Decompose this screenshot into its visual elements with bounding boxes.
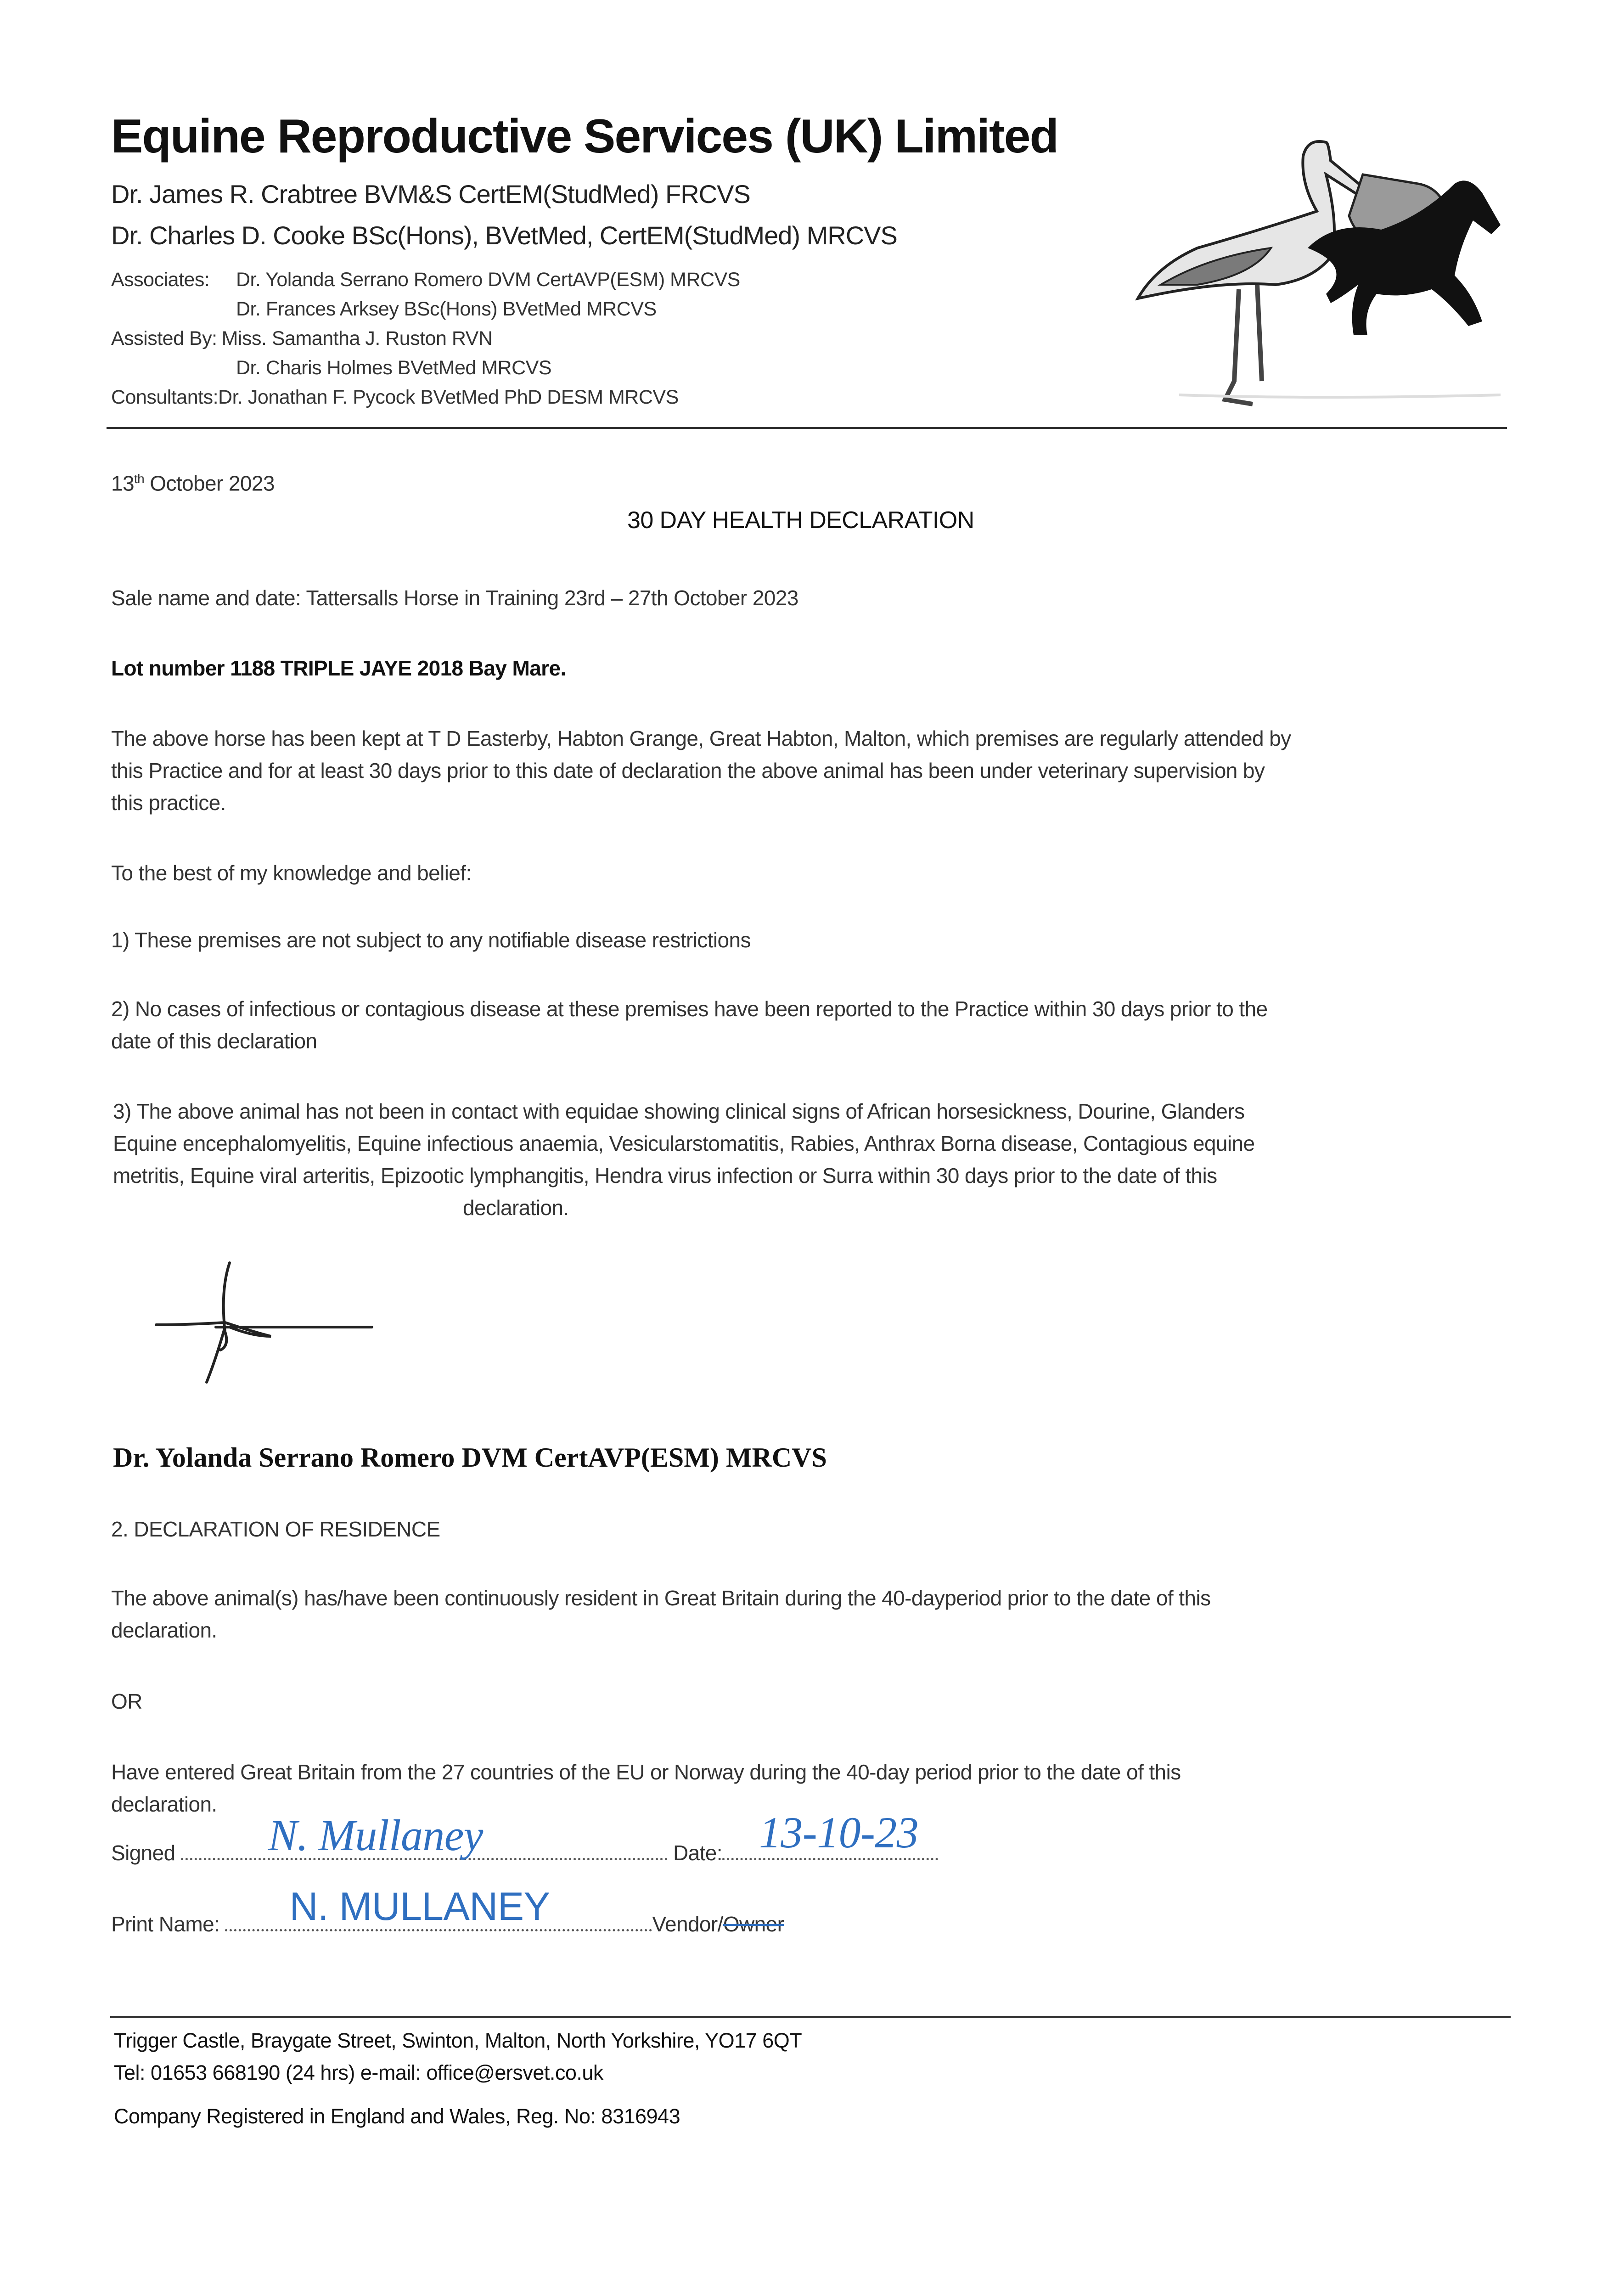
staff-name: Dr. Yolanda Serrano Romero DVM CertAVP(ESM) MRCVS (236, 269, 740, 291)
staff-name: Dr. Jonathan F. Pycock BVetMed PhD DESM MRCVS (218, 386, 679, 408)
staff-line (111, 327, 492, 350)
signed-label: Signed (111, 1841, 175, 1865)
footer-divider (110, 2016, 1511, 2018)
text-line: this Practice and for at least 30 days prior to this date of declaration the above animal has been under veterinary supervision by (111, 759, 1265, 782)
print-name-row (111, 1885, 784, 1949)
vet-signature-icon (152, 1258, 381, 1387)
text-line: Equine encephalomyelitis, Equine infectious anaemia, Vesicularstomatitis, Rabies, Anthrax Borna disease, Contagious equine (113, 1131, 1255, 1155)
date-month-year: October 2023 (144, 471, 275, 495)
text-line: 3) The above animal has not been in contact with equidae showing clinical signs of African horsesickness, Dourine, Glanders (113, 1099, 1245, 1123)
declaration-date (111, 463, 275, 499)
footer-address: Trigger Castle, Braygate Street, Swinton, Malton, North Yorkshire, YO17 6QT (114, 2029, 802, 2052)
residence-paragraph-1 (111, 1582, 1210, 1646)
date-field[interactable] (722, 1808, 938, 1860)
staff-line (111, 298, 657, 321)
text-line: metritis, Equine viral arteritis, Epizootic lymphangitis, Hendra virus infection or Surra within 30 days prior to the date of this (113, 1164, 1217, 1187)
text-line: declaration. (463, 1196, 569, 1220)
date-label: Date: (673, 1841, 722, 1865)
text-line: declaration. (111, 1618, 217, 1642)
print-name-field[interactable] (225, 1885, 652, 1931)
residence-or: OR (111, 1689, 142, 1713)
text-line: Have entered Great Britain from the 27 countries of the EU or Norway during the 40-day period prior to the date of this (111, 1760, 1181, 1784)
print-name-value: N. MULLANEY (289, 1885, 550, 1929)
date-day: 13 (111, 471, 134, 495)
text-line: date of this declaration (111, 1029, 317, 1053)
company-name: Equine Reproductive Services (UK) Limited (111, 110, 1058, 163)
footer-registration: Company Registered in England and Wales, Reg. No: 8316943 (114, 2105, 680, 2128)
text-line: declaration. (111, 1792, 217, 1816)
declaration-item-3 (113, 1095, 1254, 1224)
partner-2: Dr. Charles D. Cooke BSc(Hons), BVetMed, CertEM(StudMed) MRCVS (111, 221, 897, 250)
vet-name: Dr. Yolanda Serrano Romero DVM CertAVP(ESM) MRCVS (113, 1442, 827, 1473)
staff-label: Consultants: (111, 386, 219, 408)
role-prefix: Vendor/ (652, 1912, 723, 1936)
header-divider (107, 427, 1507, 429)
lot-details: Lot number 1188 TRIPLE JAYE 2018 Bay Mare. (111, 656, 566, 680)
stork-carrying-horse-logo (1133, 129, 1510, 422)
staff-label: Associates: (111, 269, 210, 291)
role-struck-owner: Owner (723, 1912, 784, 1936)
signed-row (111, 1808, 938, 1878)
date-value: 13-10-23 (759, 1808, 919, 1857)
staff-line (111, 357, 551, 379)
signed-value: N. Mullaney (268, 1811, 483, 1860)
staff-line (111, 269, 740, 291)
text-line: The above horse has been kept at T D Easterby, Habton Grange, Great Habton, Malton, which premises are regularly attended by (111, 726, 1291, 750)
declaration-item-2 (111, 993, 1268, 1057)
date-suffix: th (134, 472, 145, 486)
staff-line (111, 386, 679, 409)
staff-name: Dr. Frances Arksey BSc(Hons) BVetMed MRCVS (236, 298, 657, 320)
partner-1: Dr. James R. Crabtree BVM&S CertEM(StudMed) FRCVS (111, 180, 750, 208)
print-name-label: Print Name: (111, 1912, 220, 1936)
text-line: 2) No cases of infectious or contagious disease at these premises have been reported to the Practice within 30 days prior to the (111, 997, 1268, 1021)
text-line: this practice. (111, 791, 226, 815)
signed-field[interactable] (181, 1811, 668, 1860)
sale-details: Sale name and date: Tattersalls Horse in Training 23rd – 27th October 2023 (111, 586, 798, 610)
footer-contact: Tel: 01653 668190 (24 hrs) e-mail: office@ersvet.co.uk (114, 2061, 603, 2084)
premises-paragraph (111, 722, 1291, 819)
staff-label: Assisted By: (111, 327, 217, 349)
staff-name: Miss. Samantha J. Ruston RVN (221, 327, 493, 349)
staff-name: Dr. Charis Holmes BVetMed MRCVS (236, 357, 552, 379)
declaration-item-1: 1) These premises are not subject to any notifiable disease restrictions (111, 928, 751, 952)
knowledge-statement: To the best of my knowledge and belief: (111, 861, 472, 885)
document-title: 30 DAY HEALTH DECLARATION (627, 507, 974, 534)
residence-heading: 2. DECLARATION OF RESIDENCE (111, 1517, 440, 1541)
text-line: The above animal(s) has/have been continuously resident in Great Britain during the 40-dayperiod prior to the date of this (111, 1586, 1211, 1610)
